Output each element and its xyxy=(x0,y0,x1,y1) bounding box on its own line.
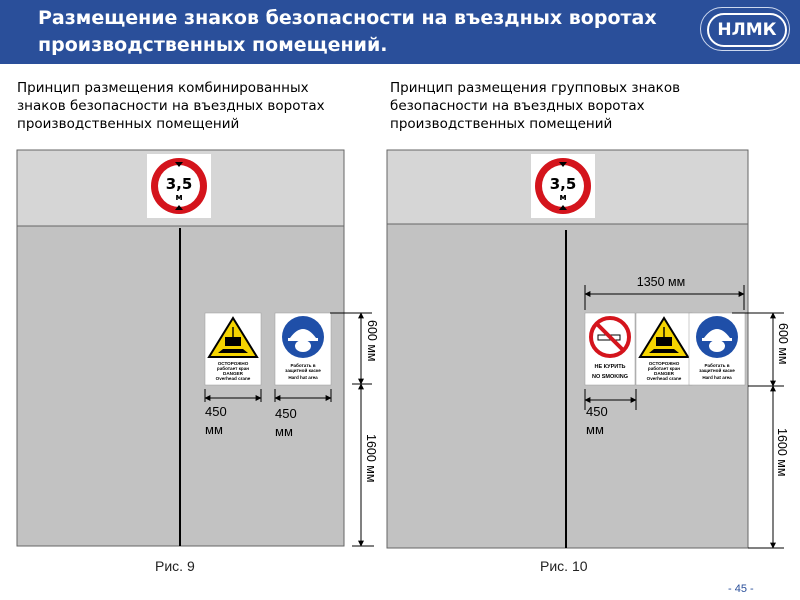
right-figure-caption: Рис. 10 xyxy=(540,558,588,574)
svg-text:защитной каске: защитной каске xyxy=(699,368,735,373)
left-vertical-label-1600: 1600 мм xyxy=(364,434,378,483)
right-gate-body xyxy=(387,224,748,548)
right-sign-group xyxy=(585,313,745,385)
svg-text:DANGER: DANGER xyxy=(223,371,243,376)
svg-text:ОСТОРОЖНО: ОСТОРОЖНО xyxy=(648,361,680,366)
svg-text:Работать в: Работать в xyxy=(704,363,730,368)
svg-text:Hard hat area: Hard hat area xyxy=(702,375,732,380)
svg-text:м: м xyxy=(559,193,567,203)
left-hard-hat-sign xyxy=(275,313,331,385)
right-vertical-label-600: 600 мм xyxy=(776,323,790,365)
left-vertical-label-600: 600 мм xyxy=(365,320,379,362)
left-height-limit-sign xyxy=(147,154,211,218)
nlmk-logo: НЛМК xyxy=(707,13,787,47)
svg-text:НЕ КУРИТЬ: НЕ КУРИТЬ xyxy=(594,364,626,370)
right-subtitle: Принцип размещения групповых знаков безопасности на въездных воротах производственных помещений xyxy=(390,80,681,132)
left-width-label-1: 450 мм xyxy=(205,404,227,437)
svg-text:работает кран: работает кран xyxy=(647,366,681,371)
page-number: - 45 - xyxy=(728,583,754,595)
right-crane-sign xyxy=(636,313,692,385)
left-subtitle: Принцип размещения комбинированных знаков безопасности на въездных воротах производственных помещений xyxy=(17,80,325,132)
right-width-label: 450 мм xyxy=(586,404,608,437)
svg-text:Работать в: Работать в xyxy=(290,363,316,368)
right-no-smoking-sign xyxy=(585,313,635,385)
svg-text:Hard hat area: Hard hat area xyxy=(288,375,318,380)
height-limit-unit: м xyxy=(175,193,183,203)
height-limit-value: 3,5 xyxy=(165,175,193,193)
svg-text:NO SMOKING: NO SMOKING xyxy=(591,374,629,380)
right-hard-hat-sign xyxy=(689,313,745,385)
left-width-label-2: 450 мм xyxy=(275,406,297,439)
right-horizontal-label: 1350 мм xyxy=(636,275,686,289)
svg-text:3,5: 3,5 xyxy=(549,175,577,193)
svg-text:работает кран: работает кран xyxy=(216,366,250,371)
svg-text:Overhead crane: Overhead crane xyxy=(646,376,682,381)
left-figure-caption: Рис. 9 xyxy=(155,558,195,574)
svg-text:защитной каске: защитной каске xyxy=(285,368,321,373)
svg-text:Overhead crane: Overhead crane xyxy=(215,376,251,381)
right-height-limit-sign xyxy=(531,154,595,218)
right-vertical-label-1600: 1600 мм xyxy=(775,428,789,477)
left-crane-sign xyxy=(205,313,261,385)
svg-text:DANGER: DANGER xyxy=(654,371,674,376)
svg-text:ОСТОРОЖНО: ОСТОРОЖНО xyxy=(217,361,249,366)
slide-title: Размещение знаков безопасности на въездных воротах производственных помещений. xyxy=(38,7,657,56)
